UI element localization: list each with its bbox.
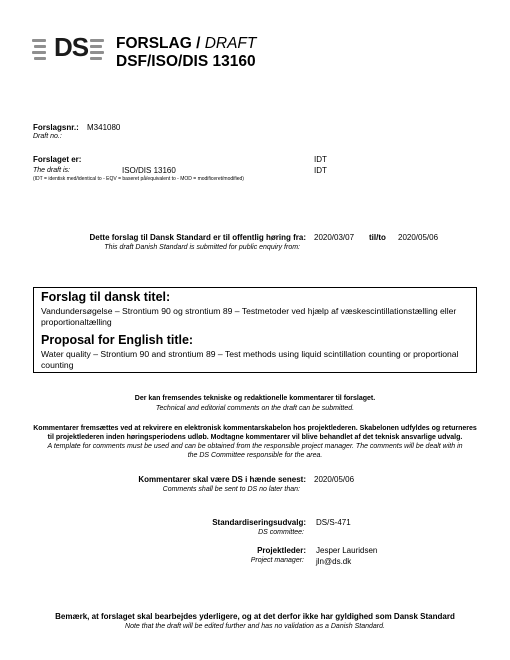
comments-line1-en: Technical and editorial comments on the draft can be submitted. bbox=[155, 405, 355, 412]
title-box bbox=[33, 287, 477, 373]
doc-title bbox=[116, 35, 256, 53]
draft-is-label-en: The draft is: bbox=[33, 167, 70, 174]
danish-title-text: Vandundersøgelse – Strontium 90 og strontium 89 – Testmetoder ved hjælp af væskescintillationstælling eller proportionaltælling bbox=[41, 306, 457, 327]
committee-label-en: DS committee: bbox=[258, 529, 304, 536]
english-title-text: Water quality – Strontium 90 and strontium 89 – Test methods using liquid scintillation counting or proportional counting bbox=[41, 349, 459, 370]
committee-value: DS/S-471 bbox=[316, 518, 351, 527]
standard-number: DSF/ISO/DIS 13160 bbox=[116, 53, 256, 70]
comments-p2: til projektlederen inden høringsperiodens udløb. Modtagne kommentarer vil blive behandlet af det teknisk ansvarlige udvalg. bbox=[47, 434, 463, 441]
draft-is-label: Forslaget er: bbox=[33, 155, 82, 164]
draft-is-value: ISO/DIS 13160 bbox=[122, 166, 176, 175]
footer-note-en: Note that the draft will be edited further and has no validation as a Danish Standard. bbox=[125, 623, 385, 630]
comments-p4: the DS Committee responsible for the area. bbox=[187, 452, 323, 459]
manager-label-en: Project manager: bbox=[250, 557, 304, 564]
proposal-value: M341080 bbox=[87, 123, 121, 132]
hearing-label: Dette forslag til Dansk Standard er til offentlig høring fra: bbox=[89, 233, 306, 242]
comments-p3: A template for comments must be used and can be obtained from the responsible project manager. The comments will be dealt with in bbox=[47, 443, 463, 450]
idt-1: IDT bbox=[314, 155, 327, 164]
logo-text: DS bbox=[54, 32, 89, 62]
deadline-label: Kommentarer skal være DS i hænde senest: bbox=[138, 475, 306, 484]
title-draft: DRAFT bbox=[204, 35, 257, 52]
hearing-to-label: til/to bbox=[369, 233, 386, 242]
hearing-from: 2020/03/07 bbox=[314, 233, 355, 242]
danish-title-heading: Forslag til dansk titel: bbox=[41, 290, 171, 304]
ds-logo bbox=[32, 32, 106, 62]
footer-note: Bemærk, at forslaget skal bearbejdes yderligere, og at det derfor ikke har gyldighed som Dansk Standard bbox=[55, 612, 455, 621]
proposal-label-en: Draft no.: bbox=[33, 133, 62, 140]
hearing-to: 2020/05/06 bbox=[398, 233, 439, 242]
committee-label: Standardiseringsudvalg: bbox=[212, 518, 306, 527]
hearing-label-en: This draft Danish Standard is submitted for public enquiry from: bbox=[104, 244, 300, 251]
deadline-value: 2020/05/06 bbox=[314, 475, 355, 484]
title-main: FORSLAG / bbox=[116, 35, 205, 52]
manager-label: Projektleder: bbox=[257, 546, 306, 555]
proposal-label: Forslagsnr.: bbox=[33, 123, 79, 132]
comments-p1: Kommentarer fremsættes ved at rekvirere en elektronisk kommentarskabelon hos projektlederen. Skabelonen udfyldes og returneres bbox=[33, 425, 477, 432]
idt-legend: (IDT = identisk med/identical to - EQV = baseret på/equivalent to - MOD = modificeret/modified) bbox=[33, 176, 244, 182]
deadline-label-en: Comments shall be sent to DS no later than: bbox=[162, 486, 300, 493]
idt-2: IDT bbox=[314, 166, 327, 175]
manager-name: Jesper Lauridsen bbox=[316, 546, 378, 555]
manager-email[interactable]: jln@ds.dk bbox=[316, 557, 352, 566]
english-title-heading: Proposal for English title: bbox=[41, 333, 194, 347]
comments-line1: Der kan fremsendes tekniske og redaktionelle kommentarer til forslaget. bbox=[134, 395, 376, 402]
